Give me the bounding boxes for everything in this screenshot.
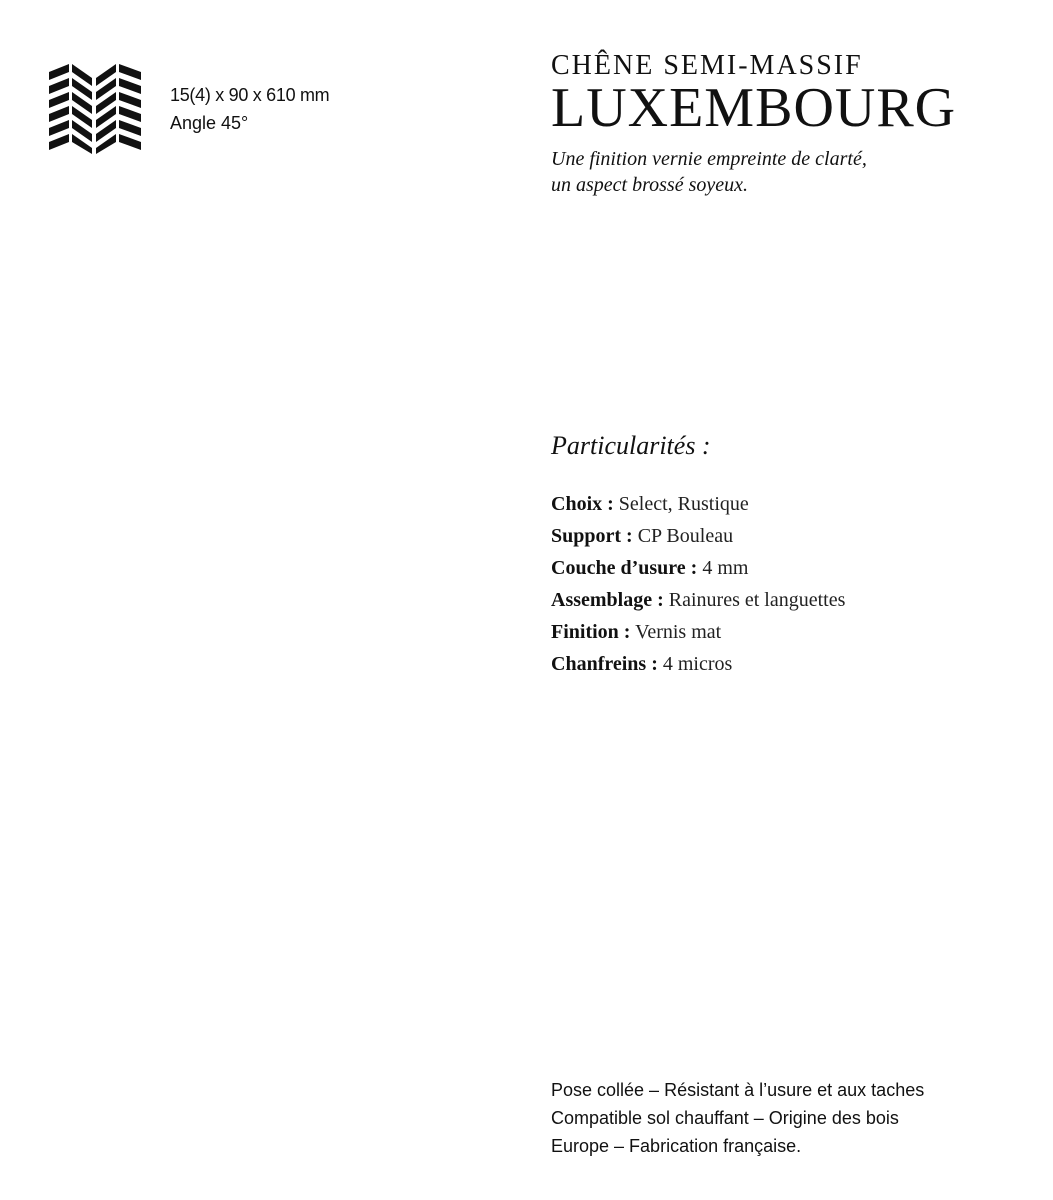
footer-line-2: Compatible sol chauffant – Origine des bois xyxy=(551,1108,899,1128)
product-tagline xyxy=(551,146,1031,198)
spec-value: Vernis mat xyxy=(635,621,722,643)
footer-line-1: Pose collée – Résistant à l’usure et aux taches xyxy=(551,1080,925,1100)
dimensions-text: 15(4) x 90 x 610 mm xyxy=(170,85,330,105)
spec-value: CP Bouleau xyxy=(637,525,734,547)
spec-label: Chanfreins : xyxy=(551,653,658,675)
specs-section xyxy=(551,430,1011,680)
dimensions-block xyxy=(170,84,329,134)
tagline-line-2: un aspect brossé soyeux. xyxy=(551,174,748,196)
specs-title: Particularités : xyxy=(551,431,711,460)
angle-text: Angle 45° xyxy=(170,113,249,133)
spec-label: Finition : xyxy=(551,621,631,643)
spec-row-chanfreins xyxy=(551,648,1011,680)
spec-row-choix xyxy=(551,488,1011,520)
product-title: LUXEMBOURG xyxy=(551,77,957,139)
spec-label: Assemblage : xyxy=(551,589,664,611)
footer-notes xyxy=(551,1076,991,1160)
spec-row-support xyxy=(551,520,1011,552)
spec-row-finition xyxy=(551,616,1011,648)
product-header xyxy=(551,52,1031,198)
spec-label: Choix : xyxy=(551,493,614,515)
spec-label: Support : xyxy=(551,525,633,547)
spec-row-assemblage xyxy=(551,584,1011,616)
chevron-parquet-icon xyxy=(49,64,141,154)
spec-value: Select, Rustique xyxy=(618,493,749,515)
spec-row-couche xyxy=(551,552,1011,584)
spec-value: 4 micros xyxy=(662,653,733,675)
product-category: CHÊNE SEMI-MASSIF xyxy=(551,50,863,81)
footer-line-3: Europe – Fabrication française. xyxy=(551,1136,802,1156)
spec-value: 4 mm xyxy=(702,557,749,579)
spec-value: Rainures et languettes xyxy=(668,589,846,611)
tagline-line-1: Une finition vernie empreinte de clarté, xyxy=(551,148,867,170)
spec-label: Couche d’usure : xyxy=(551,557,698,579)
